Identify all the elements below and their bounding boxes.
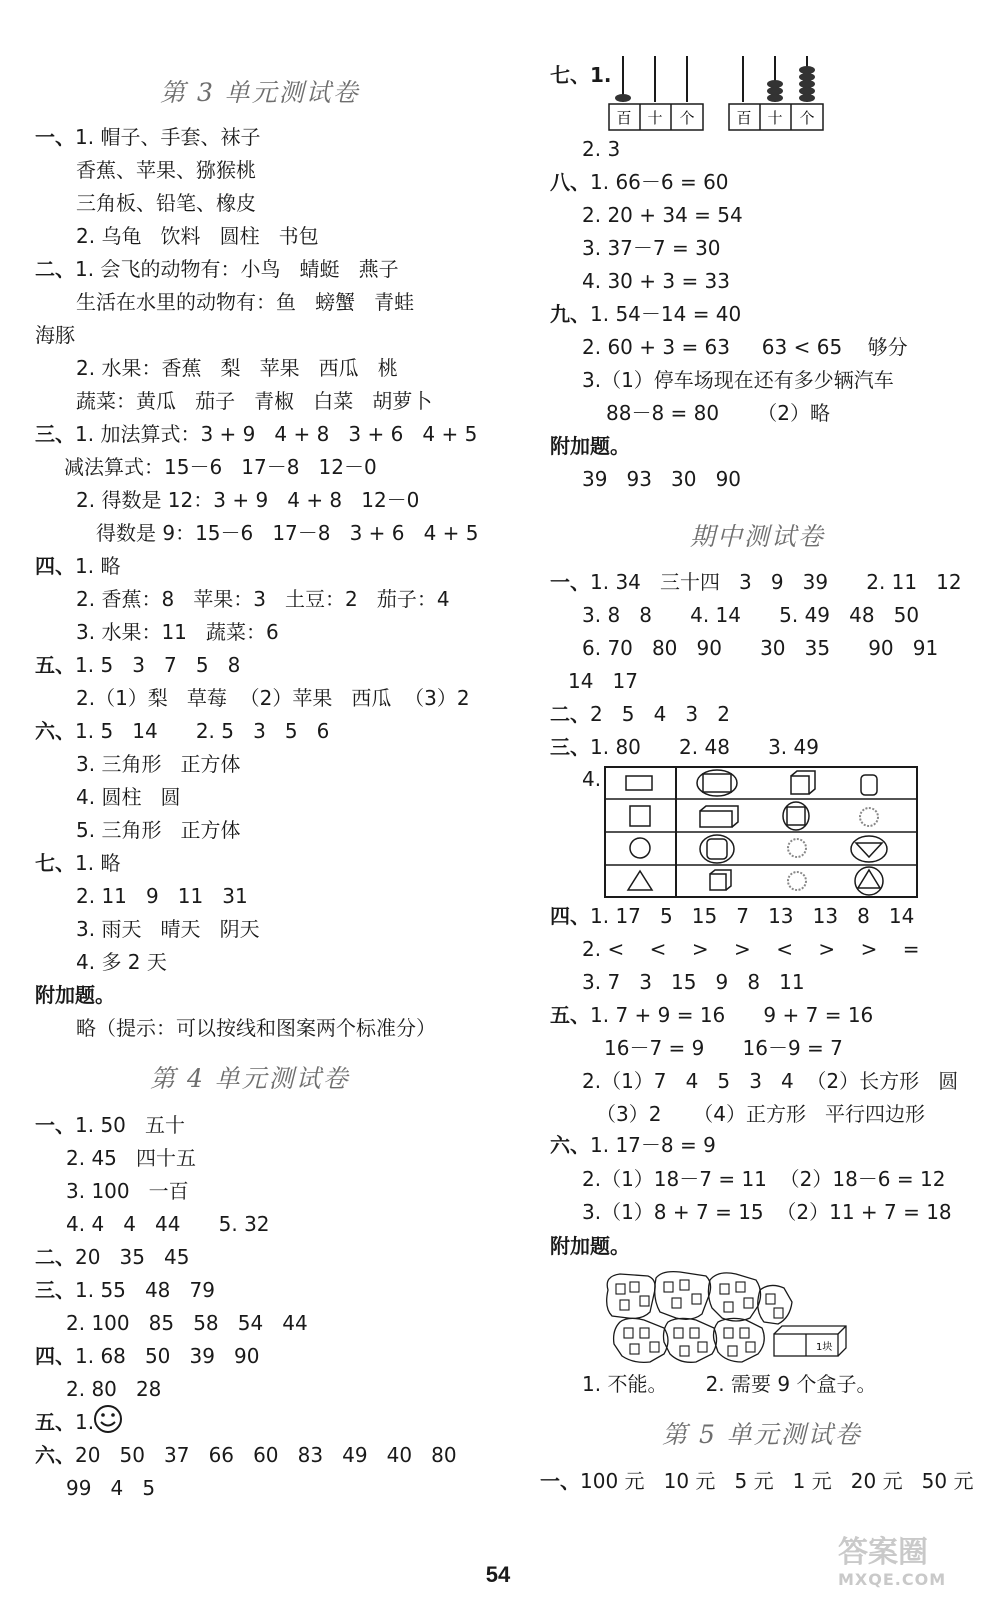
r2-line [550,569,962,595]
u3-line: 2. 得数是 12：3 + 9 4 + 8 12－0 [76,488,420,512]
r2-line: 14 17 [568,669,638,693]
r3-line [550,1233,630,1259]
watermark-url: MXQE.COM [838,1570,947,1589]
section-marker: 二、 [35,257,75,281]
u3-line [35,652,240,678]
section-marker: 五、 [35,653,75,677]
u3-line: 海豚 [35,323,75,347]
u4-line [35,1409,94,1435]
r1-line: 3.（1）停车场现在还有多少辆汽车 [582,368,894,392]
answer-text: 2 5 4 3 2 [590,702,730,726]
u4-line [35,1343,259,1369]
answer-text: 20 35 45 [75,1245,190,1269]
midterm-title: 期中测试卷 [690,522,826,551]
u4-line: 2. 80 28 [66,1377,162,1401]
r1-line: 2. 60 + 3 = 63 63 < 65 够分 [582,335,908,359]
answer-text: 1. 17－8 = 9 [590,1133,716,1157]
u3-line [35,850,120,876]
u3-line [35,553,120,579]
r3-line: 2.（1）18－7 = 11 （2）18－6 = 12 [582,1167,946,1191]
answer-text: 1. 17 5 15 7 13 13 8 14 [590,904,915,928]
u3-line: 3. 雨天 晴天 阴天 [76,917,260,941]
answer-text: 1. 34 三十四 3 9 39 2. 11 12 [590,570,962,594]
u3-line [35,256,399,282]
answer-text: 20 50 37 66 60 83 49 40 80 [75,1443,457,1467]
u3-line: 3. 水果：11 蔬菜：6 [76,620,279,644]
section-marker: 五、 [550,1003,590,1027]
section-marker: 四、 [550,904,590,928]
cups-grouping-figure [602,1268,854,1366]
answer-text: 1. 帽子、手套、袜子 [75,125,261,149]
r2-line: 3. 8 8 4. 14 5. 49 48 50 [582,603,920,627]
r4-line: 1. 不能。 2. 需要 9 个盒子。 [582,1372,877,1396]
r2-line [550,734,819,760]
answer-text: 1. 50 五十 [75,1113,185,1137]
u3-line: 4. 多 2 天 [76,950,167,974]
abacus-col-label: 个 [679,109,695,127]
abacus-col-label: 十 [647,109,663,127]
r1-line [550,169,729,195]
u3-line: 蔬菜：黄瓜 茄子 青椒 白菜 胡萝卜 [76,389,433,413]
u3-line: 3. 三角形 正方体 [76,752,241,776]
r3-line [550,1002,873,1028]
u3-line [35,124,260,150]
r3-line: （3）2 （4）正方形 平行四边形 [596,1102,926,1126]
section-marker: 二、 [35,1245,75,1269]
section-marker: 一、 [35,1113,75,1137]
r1-line: 88－8 = 80 （2）略 [606,401,830,425]
u4-line [35,1244,190,1270]
section-marker: 九、 [550,302,590,326]
u3-line: 5. 三角形 正方体 [76,818,241,842]
section-marker: 二、 [550,702,590,726]
u4-line: 99 4 5 [66,1476,156,1500]
u4-line [35,1442,457,1468]
r3-line: 2. < < > > < > > = [582,937,920,961]
section-marker: 五、 [35,1410,75,1434]
shape-table-label: 4. [582,767,602,791]
u3-line [35,982,115,1008]
u3-line: 减法算式：15－6 17－8 12－0 [64,455,377,479]
section-marker: 附加题。 [35,983,115,1007]
section-marker: 六、 [35,1443,75,1467]
abacus-figure [728,52,828,134]
section-marker: 四、 [35,1344,75,1368]
u3-line [35,718,329,744]
section-marker: 一、 [550,570,590,594]
answer-text: 1. 7 + 9 = 16 9 + 7 = 16 [590,1003,874,1027]
watermark-logo-text: 答案圈 [838,1535,928,1570]
u3-line: 4. 圆柱 圆 [76,785,181,809]
answer-text: 1. [75,1410,95,1434]
unit3-title: 第 3 单元测试卷 [160,78,360,107]
r1-line: 4. 30 + 3 = 33 [582,269,731,293]
u4-line: 3. 100 一百 [66,1179,189,1203]
u4-line: 2. 100 85 58 54 44 [66,1311,308,1335]
r1-line: 39 93 30 90 [582,467,742,491]
r1-line: 2. 3 [582,137,621,161]
u3-line: 得数是 9：15－6 17－8 3 + 6 4 + 5 [96,521,479,545]
answer-text: 1. 5 3 7 5 8 [75,653,241,677]
abacus-label: 七、1. [550,63,612,87]
u4-line: 2. 45 四十五 [66,1146,196,1170]
u3-line: 2. 水果：香蕉 梨 苹果 西瓜 桃 [76,356,398,380]
unit4-title: 第 4 单元测试卷 [150,1064,350,1093]
abacus-col-label: 百 [736,109,752,127]
answer-text: 1. 66－6 = 60 [590,170,729,194]
watermark [838,1536,988,1596]
u3-line: 香蕉、苹果、猕猴桃 [76,158,256,182]
r3-line [550,1132,716,1158]
u4-line [35,1112,185,1138]
u3-line: 2.（1）梨 草莓 （2）苹果 西瓜 （3）2 [76,686,470,710]
r3-line: 3. 7 3 15 9 8 11 [582,970,805,994]
section-marker: 三、 [35,1278,75,1302]
box-label: 1块 [816,1342,833,1353]
u3-line: 2. 乌龟 饮料 圆柱 书包 [76,224,319,248]
section-marker: 八、 [550,170,590,194]
answer-text: 1. 54－14 = 40 [590,302,742,326]
r3-line [550,903,914,929]
section-marker: 一、 [35,125,75,149]
answer-text: 1. 会飞的动物有：小鸟 蜻蜓 燕子 [75,257,399,281]
answer-text: 1. 5 14 2. 5 3 5 6 [75,719,330,743]
page-number: 54 [485,1562,511,1587]
answer-text: 100 元 10 元 5 元 1 元 20 元 50 元 [580,1469,974,1493]
abacus-figure [608,52,708,134]
r2-line: 6. 70 80 90 30 35 90 91 [582,636,939,660]
r1-line [550,433,630,459]
u3-line: 略（提示：可以按线和图案两个标准分） [76,1016,436,1040]
u3-line: 2. 香蕉：8 苹果：3 土豆：2 茄子：4 [76,587,450,611]
answer-text: 1. 80 2. 48 3. 49 [590,735,819,759]
answer-text: 1. 55 48 79 [75,1278,215,1302]
r1-line: 3. 37－7 = 30 [582,236,721,260]
section-marker: 四、 [35,554,75,578]
section-marker: 一、 [540,1469,580,1493]
r1-line [550,301,741,327]
u3-line: 2. 11 9 11 31 [76,884,248,908]
u3-line [35,421,477,447]
answer-text: 1. 略 [75,554,121,578]
u3-line: 三角板、铅笔、橡皮 [76,191,256,215]
r3-line: 3.（1）8 + 7 = 15 （2）11 + 7 = 18 [582,1200,952,1224]
answer-text: 1. 略 [75,851,121,875]
section-marker: 附加题。 [550,1234,630,1258]
shape-table [604,766,920,900]
u3-line: 生活在水里的动物有：鱼 螃蟹 青蛙 [76,290,415,314]
r2-line [550,701,730,727]
section-marker: 附加题。 [550,434,630,458]
unit5-title: 第 5 单元测试卷 [662,1420,862,1449]
abacus-col-label: 个 [799,109,815,127]
u4-line: 4. 4 4 44 5. 32 [66,1212,270,1236]
section-marker: 六、 [35,719,75,743]
abacus-col-label: 十 [767,109,783,127]
abacus-col-label: 百 [616,109,632,127]
section-marker: 六、 [550,1133,590,1157]
r3-line: 2.（1）7 4 5 3 4 （2）长方形 圆 [582,1069,959,1093]
answer-text: 1. 加法算式：3 + 9 4 + 8 3 + 6 4 + 5 [75,422,478,446]
r5-line [540,1468,973,1494]
section-marker: 三、 [35,422,75,446]
u4-line [35,1277,215,1303]
r1-line: 2. 20 + 34 = 54 [582,203,743,227]
smiley-face-icon [92,1403,124,1435]
r3-line: 16－7 = 9 16－9 = 7 [604,1036,843,1060]
answer-text: 1. 68 50 39 90 [75,1344,260,1368]
section-marker: 七、 [35,851,75,875]
section-marker: 三、 [550,735,590,759]
